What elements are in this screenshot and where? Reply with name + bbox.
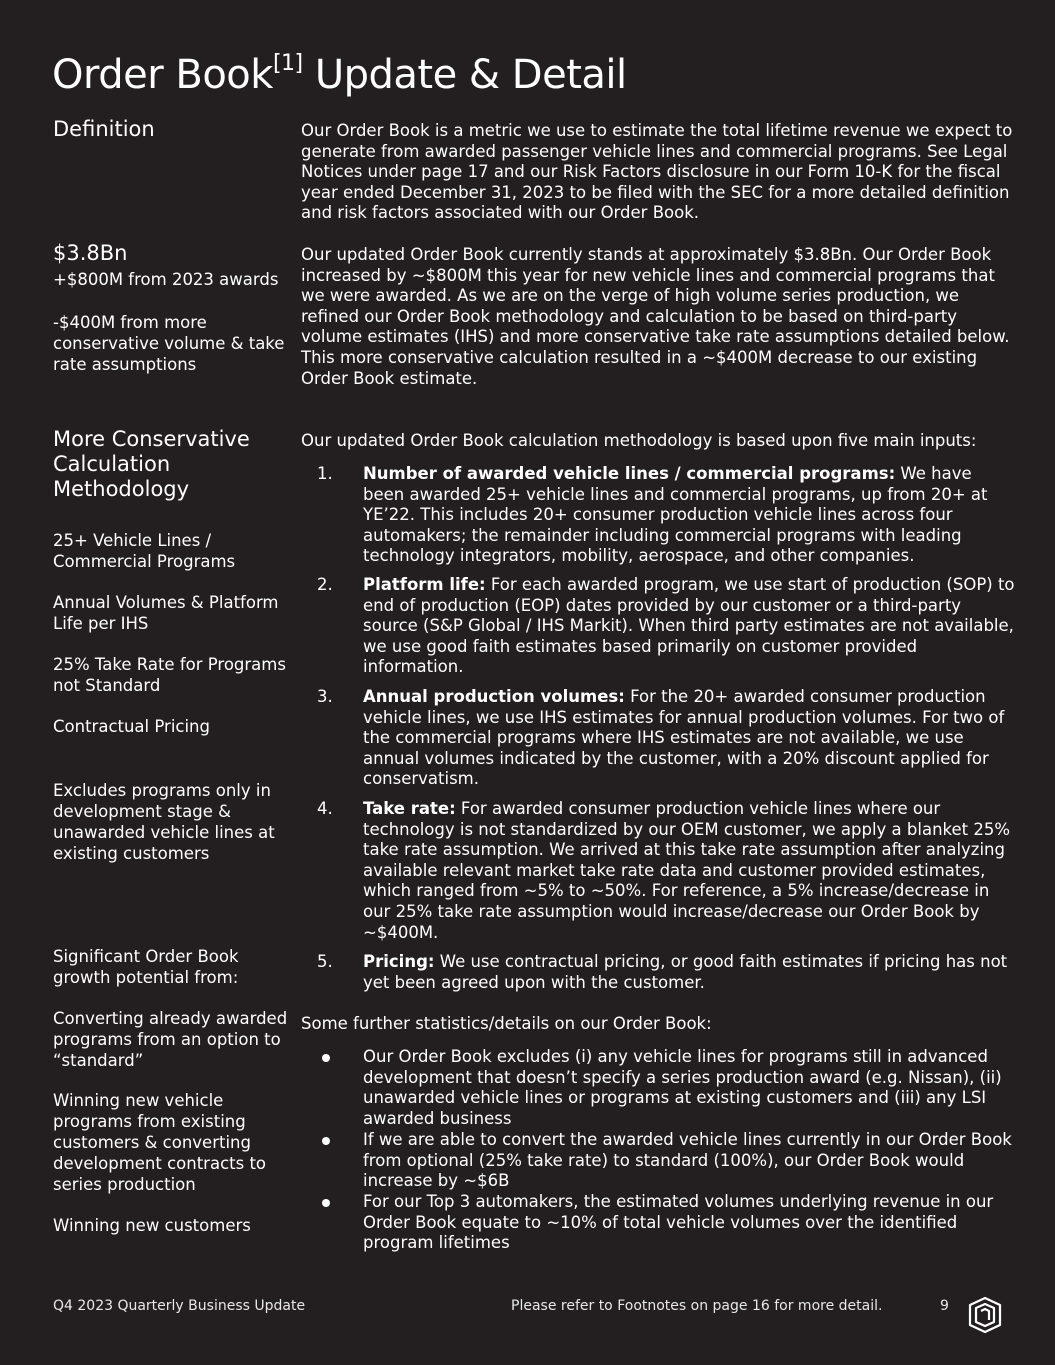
input-text: For each awarded program, we use start of production (SOP) to end of production (EOP) dates provided by our customer or a third-party source (S&P Global / IHS Markit). When third party estimates are not available, we use good faith estimates based primarily on customer provided information. xyxy=(363,575,1015,677)
input-text: For the 20+ awarded consumer production vehicle lines, we use IHS estimates for annual production volumes. For two of the commercial programs where IHS estimates are not available, we use annual volumes indicated by the customer, with a 20% discount applied for conservatism. xyxy=(363,687,1005,789)
input-label: Platform life: xyxy=(363,575,486,594)
input-label: Annual production volumes: xyxy=(363,687,625,706)
input-number: 1. xyxy=(317,464,333,483)
sidebar-headline-detail-2: -$400M from more conservative volume & take rate assumptions xyxy=(53,313,285,374)
footer-left: Q4 2023 Quarterly Business Update xyxy=(53,1298,306,1314)
stat-bullet-3 xyxy=(301,1192,1016,1254)
input-item-3 xyxy=(301,687,1016,790)
stat-bullet-1 xyxy=(301,1047,1016,1129)
input-number: 2. xyxy=(317,575,333,594)
sidebar-growth-heading: Significant Order Book growth potential from: xyxy=(53,947,239,987)
input-number: 4. xyxy=(317,799,333,818)
sidebar-methodology-heading: More Conservative Calculation Methodology xyxy=(53,427,250,501)
sidebar-item-volumes: Annual Volumes & Platform Life per IHS xyxy=(53,593,279,633)
update-text: Our updated Order Book currently stands at approximately $3.8Bn. Our Order Book increased by ~$800M this year for new vehicle lines and commercial programs that we were awarded. As we are on the verge of high volume series production, we refined our Order Book methodology and calculation to be based on third-party volume estimates (IHS) and more conservative take rate assumptions detailed below. This more conservative calculation resulted in a ~$400M decrease to our existing Order Book estimate. xyxy=(301,245,1010,388)
stat-text: If we are able to convert the awarded vehicle lines currently in our Order Book from optional (25% take rate) to standard (100%), our Order Book would increase by ~$6B xyxy=(363,1130,1012,1191)
bullet-icon xyxy=(322,1054,330,1062)
input-number: 3. xyxy=(317,687,333,706)
input-item-4 xyxy=(301,799,1016,943)
input-text: For awarded consumer production vehicle lines where our technology is not standardized by our OEM customer, we apply a blanket 25% take rate assumption. We arrived at this take rate assumption after analyzing available relevant market take rate data and customer provided estimates, which ranged from ~5% to ~50%. For reference, a 5% increase/decrease in our 25% take rate assumption would increase/decrease our Order Book by ~$400M. xyxy=(363,799,1011,942)
input-label: Number of awarded vehicle lines / commercial programs: xyxy=(363,464,896,483)
methodology-intro: Our updated Order Book calculation methodology is based upon five main inputs: xyxy=(301,431,977,450)
stat-bullet-2 xyxy=(301,1130,1016,1192)
input-number: 5. xyxy=(317,952,333,971)
sidebar-growth-3: Winning new customers xyxy=(53,1216,251,1235)
input-label: Take rate: xyxy=(363,799,456,818)
bullet-icon xyxy=(322,1199,330,1207)
title-rest: Update & Detail xyxy=(302,52,627,98)
stat-text: For our Top 3 automakers, the estimated volumes underlying revenue in our Order Book equate to ~10% of total vehicle volumes over the identified program lifetimes xyxy=(363,1192,994,1253)
input-item-5 xyxy=(301,952,1016,993)
input-text: We have been awarded 25+ vehicle lines and commercial programs, up from 20+ at YE’22. This includes 20+ consumer production vehicle lines across four automakers; the remainder including commercial programs with leading technology integrators, mobility, aerospace, and other companies. xyxy=(363,464,988,566)
company-logo-icon xyxy=(966,1295,1004,1335)
input-item-2 xyxy=(301,575,1016,678)
sidebar-item-lines: 25+ Vehicle Lines / Commercial Programs xyxy=(53,531,236,571)
input-item-1 xyxy=(301,464,1016,567)
bullet-icon xyxy=(322,1137,330,1145)
input-text: We use contractual pricing, or good faith estimates if pricing has not yet been agreed upon with the customer. xyxy=(363,952,1008,992)
sidebar-item-take-rate: 25% Take Rate for Programs not Standard xyxy=(53,655,286,695)
title-footnote-marker: [1] xyxy=(272,50,303,76)
page-title xyxy=(52,52,627,98)
title-main: Order Book xyxy=(52,52,273,98)
sidebar-headline-value: $3.8Bn xyxy=(53,241,128,265)
sidebar-headline-detail-1: +$800M from 2023 awards xyxy=(53,270,279,289)
sidebar-definition-heading: Definition xyxy=(53,117,155,141)
sidebar-growth-2: Winning new vehicle programs from existing customers & converting development contracts to series production xyxy=(53,1091,267,1194)
stats-intro: Some further statistics/details on our Order Book: xyxy=(301,1014,712,1033)
sidebar-item-pricing: Contractual Pricing xyxy=(53,717,210,736)
input-label: Pricing: xyxy=(363,952,435,971)
definition-text: Our Order Book is a metric we use to estimate the total lifetime revenue we expect to generate from awarded passenger vehicle lines and commercial programs. See Legal Notices under page 17 and our Risk Factors disclosure in our Form 10-K for the fiscal year ended December 31, 2023 to be filed with the SEC for a more detailed definition and risk factors associated with our Order Book. xyxy=(301,121,1013,223)
stat-text: Our Order Book excludes (i) any vehicle lines for programs still in advanced development that doesn’t specify a series production award (e.g. Nissan), (ii) unawarded vehicle lines or programs at existing customers and (iii) any LSI awarded business xyxy=(363,1047,1002,1128)
sidebar-item-excludes: Excludes programs only in development stage & unawarded vehicle lines at existing customers xyxy=(53,781,275,863)
footer-center: Please refer to Footnotes on page 16 for more detail. xyxy=(511,1298,883,1314)
sidebar-growth-1: Converting already awarded programs from an option to “standard” xyxy=(53,1009,288,1070)
page-number: 9 xyxy=(940,1298,949,1314)
